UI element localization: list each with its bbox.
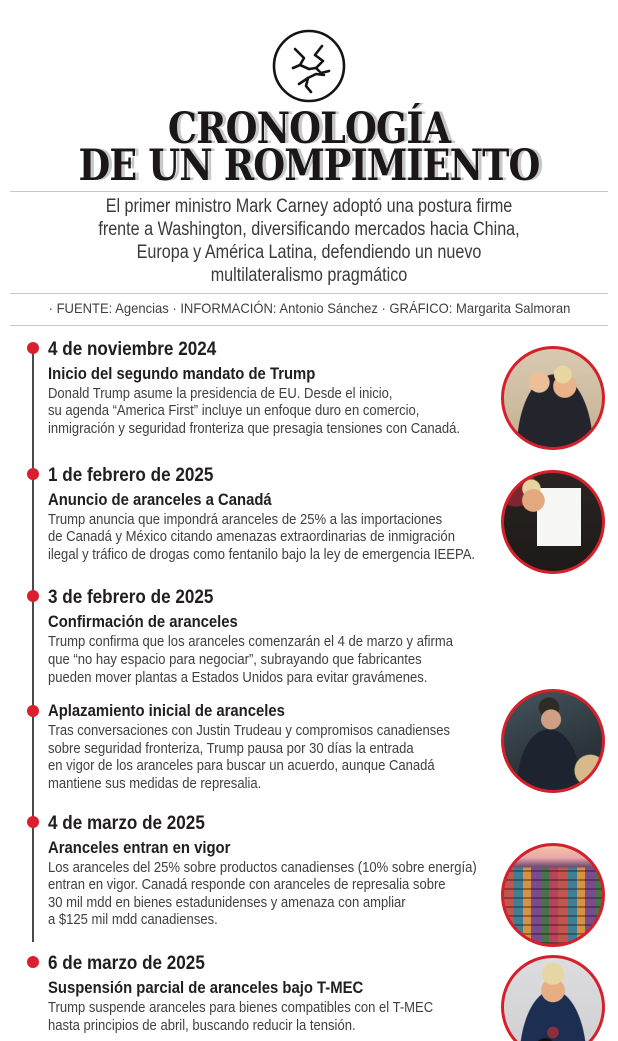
entry-date: 4 de marzo de 2025 <box>48 812 205 834</box>
photo-trump-executive-order <box>501 470 605 574</box>
timeline-dot <box>27 705 39 717</box>
photo-trump-inauguration <box>501 346 605 450</box>
cracked-circle-icon <box>271 28 347 104</box>
entry-body: Donald Trump asume la presidencia de EU. Desde el inicio, su agenda “America First” incluye un enfoque duro en comercio, inmigración y seguridad fronteriza que presagia tensiones con Canadá. <box>48 385 461 438</box>
timeline-entry-3 <box>0 586 618 687</box>
divider-top <box>10 191 608 192</box>
page-title-line1: CRONOLOGÍA <box>167 104 451 154</box>
entry-date: 1 de febrero de 2025 <box>48 464 214 486</box>
page-title <box>46 104 571 191</box>
timeline-entry-4 <box>0 701 618 793</box>
entry-body: Los aranceles del 25% sobre productos canadienses (10% sobre energía) entran en vigor. Canadá responde con aranceles de represalia sobre 30 mil mdd en bienes estadunidenses y amenaza con ampliar a $125 mil mdd canadienses. <box>48 859 477 929</box>
timeline-dot <box>27 468 39 480</box>
entry-body: Trump confirma que los aranceles comenzarán el 4 de marzo y afirma que “no hay espacio para negociar”, subrayando que fabricantes pueden mover plantas a Estados Unidos para evitar gravámenes. <box>48 634 453 686</box>
timeline-entry-1 <box>0 338 618 439</box>
entry-body: Trump anuncia que impondrá aranceles de 25% a las importaciones de Canadá y México citando amenazas extraordinarias de inmigración ilegal y tráfico de drogas como fentanilo bajo la ley de emergencia IEEPA. <box>48 511 476 563</box>
credits-bar <box>10 293 608 326</box>
subtitle: El primer ministro Mark Carney adoptó una postura firme frente a Washington, diversificando mercados hacia China, Europa y América Latina, defendiendo un nuevo multilateralismo pragmático <box>98 195 520 286</box>
timeline-dot <box>27 956 39 968</box>
timeline-entry-5 <box>0 812 618 930</box>
entry-title: Anuncio de aranceles a Canadá <box>48 490 272 509</box>
entry-title: Suspensión parcial de aranceles bajo T-MEC <box>48 978 364 997</box>
entry-title: Inicio del segundo mandato de Trump <box>48 364 316 383</box>
page-title-line2: DE UN ROMPIMIENTO <box>78 140 540 191</box>
timeline-dot <box>27 816 39 828</box>
timeline-entry-6 <box>0 952 618 1035</box>
timeline-dot <box>27 590 39 602</box>
entry-title: Aplazamiento inicial de aranceles <box>48 702 285 721</box>
logo-wrap <box>0 0 618 109</box>
entry-title: Aranceles entran en vigor <box>48 838 231 857</box>
entry-body: Tras conversaciones con Justin Trudeau y compromisos canadienses sobre seguridad fronteriza, Trump pausa por 30 días la entrada en vigor de los aranceles para buscar un acuerdo, aunque Canadá mantiene sus medidas de represalia. <box>48 723 451 792</box>
timeline <box>0 338 618 1035</box>
photo-container-port <box>501 843 605 947</box>
photo-trudeau-speaking <box>501 689 605 793</box>
entry-title: Confirmación de aranceles <box>48 613 238 632</box>
credits-text: · FUENTE: Agencias · INFORMACIÓN: Antonio Sánchez · GRÁFICO: Margarita Salmoran <box>48 299 570 316</box>
entry-date: 3 de febrero de 2025 <box>48 587 214 609</box>
entry-date: 6 de marzo de 2025 <box>48 952 205 974</box>
entry-body: Trump suspende aranceles para bienes compatibles con el T-MEC hasta principios de abril, buscando reducir la tensión. <box>48 999 434 1034</box>
timeline-dot <box>27 342 39 354</box>
timeline-entry-2 <box>0 464 618 565</box>
entry-date: 4 de noviembre 2024 <box>48 338 217 360</box>
